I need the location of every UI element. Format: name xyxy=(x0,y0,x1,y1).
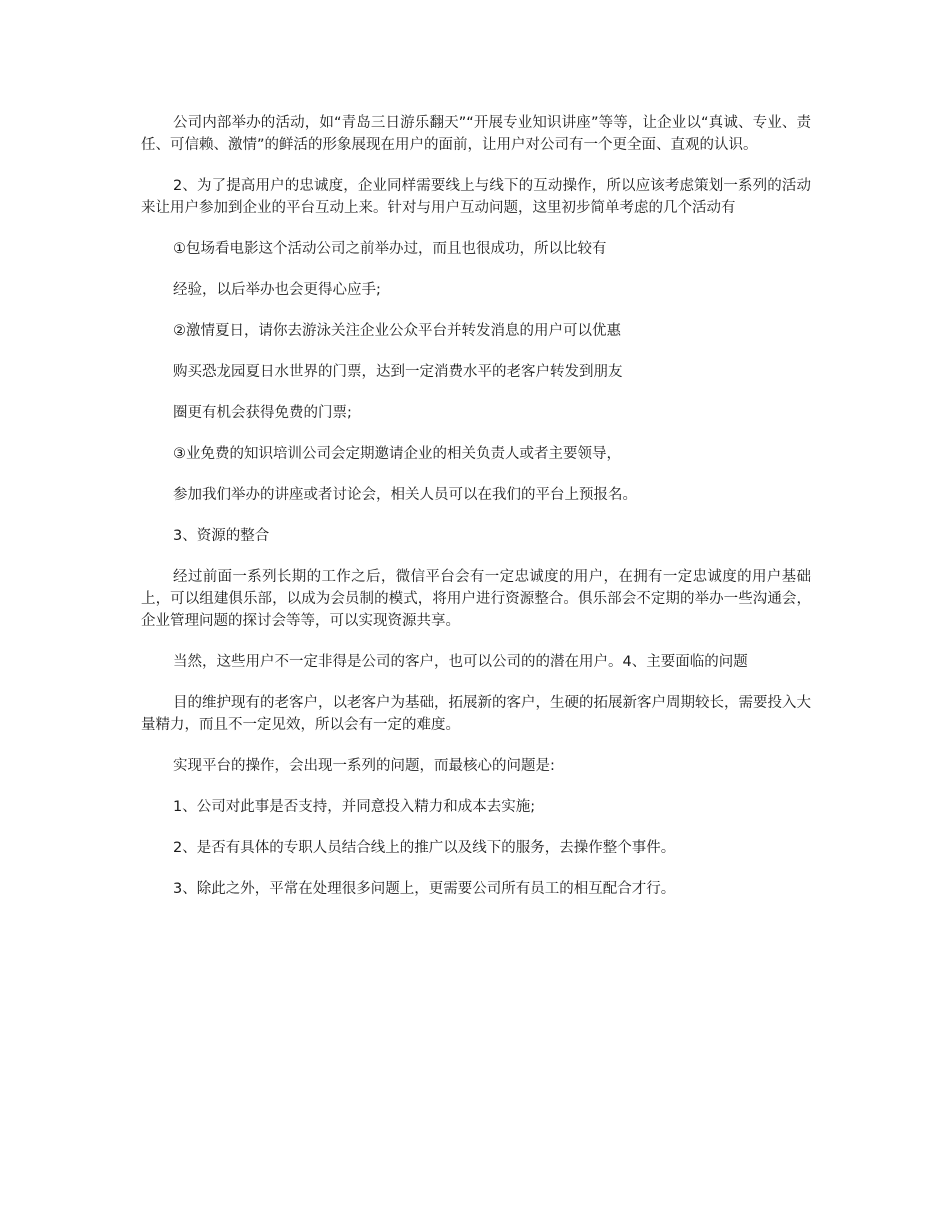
paragraph-summer-activity: ②激情夏日，请你去游泳关注企业公众平台并转发消息的用户可以优惠 xyxy=(173,323,621,339)
paragraph-activities-intro: 公司内部举办的活动，如“青岛三日游乐翻天”“开展专业知识讲座”等等，让企业以“真诚、专业、责任、可信赖、激情”的鲜活的形象展现在用户的面前，让用户对公司有一个更全面、直观的认识。 xyxy=(141,115,811,153)
list-item-staff: 2、是否有具体的专职人员结合线上的推广以及线下的服务，去操作整个事件。 xyxy=(173,840,676,856)
document-page xyxy=(141,112,811,919)
paragraph-training-activity: ③业免费的知识培训公司会定期邀请企业的相关负责人或者主要领导， xyxy=(173,446,621,462)
paragraph-loyalty: 2、为了提高用户的忠诚度，企业同样需要线上与线下的互动操作，所以应该考虑策划一系列的活动来让用户参加到企业的平台互动上来。针对与用户互动问题，这里初步简单考虑的几个活动有 xyxy=(141,178,811,216)
section-heading-resources: 3、资源的整合 xyxy=(173,528,270,544)
paragraph-summer-activity-cont: 购买恐龙园夏日水世界的门票，达到一定消费水平的老客户转发到朋友 xyxy=(173,364,623,380)
list-item-cooperation: 3、除此之外，平常在处理很多问题上，更需要公司所有员工的相互配合才行。 xyxy=(173,881,676,897)
paragraph-summer-activity-end: 圈更有机会获得免费的门票; xyxy=(173,405,352,421)
paragraph-core-problem: 实现平台的操作，会出现一系列的问题，而最核心的问题是: xyxy=(173,758,555,774)
paragraph-potential-users: 当然，这些用户不一定非得是公司的客户，也可以公司的的潜在用户。4、主要面临的问题 xyxy=(173,654,748,670)
paragraph-movie-activity: ①包场看电影这个活动公司之前举办过，而且也很成功，所以比较有 xyxy=(173,241,607,257)
paragraph-club: 经过前面一系列长期的工作之后，微信平台会有一定忠诚度的用户，在拥有一定忠诚度的用户基础上，可以组建俱乐部，以成为会员制的模式，将用户进行资源整合。俱乐部会不定期的举办一些沟通会，企业管理问题的探讨会等等，可以实现资源共享。 xyxy=(141,569,811,629)
paragraph-movie-activity-cont: 经验，以后举办也会更得心应手; xyxy=(173,282,381,298)
paragraph-training-activity-cont: 参加我们举办的讲座或者讨论会，相关人员可以在我们的平台上预报名。 xyxy=(173,487,637,503)
list-item-support: 1、公司对此事是否支持，并同意投入精力和成本去实施; xyxy=(173,799,536,815)
paragraph-difficulty: 目的维护现有的老客户，以老客户为基础，拓展新的客户，生硬的拓展新客户周期较长，需要投入大量精力，而且不一定见效，所以会有一定的难度。 xyxy=(141,695,811,733)
